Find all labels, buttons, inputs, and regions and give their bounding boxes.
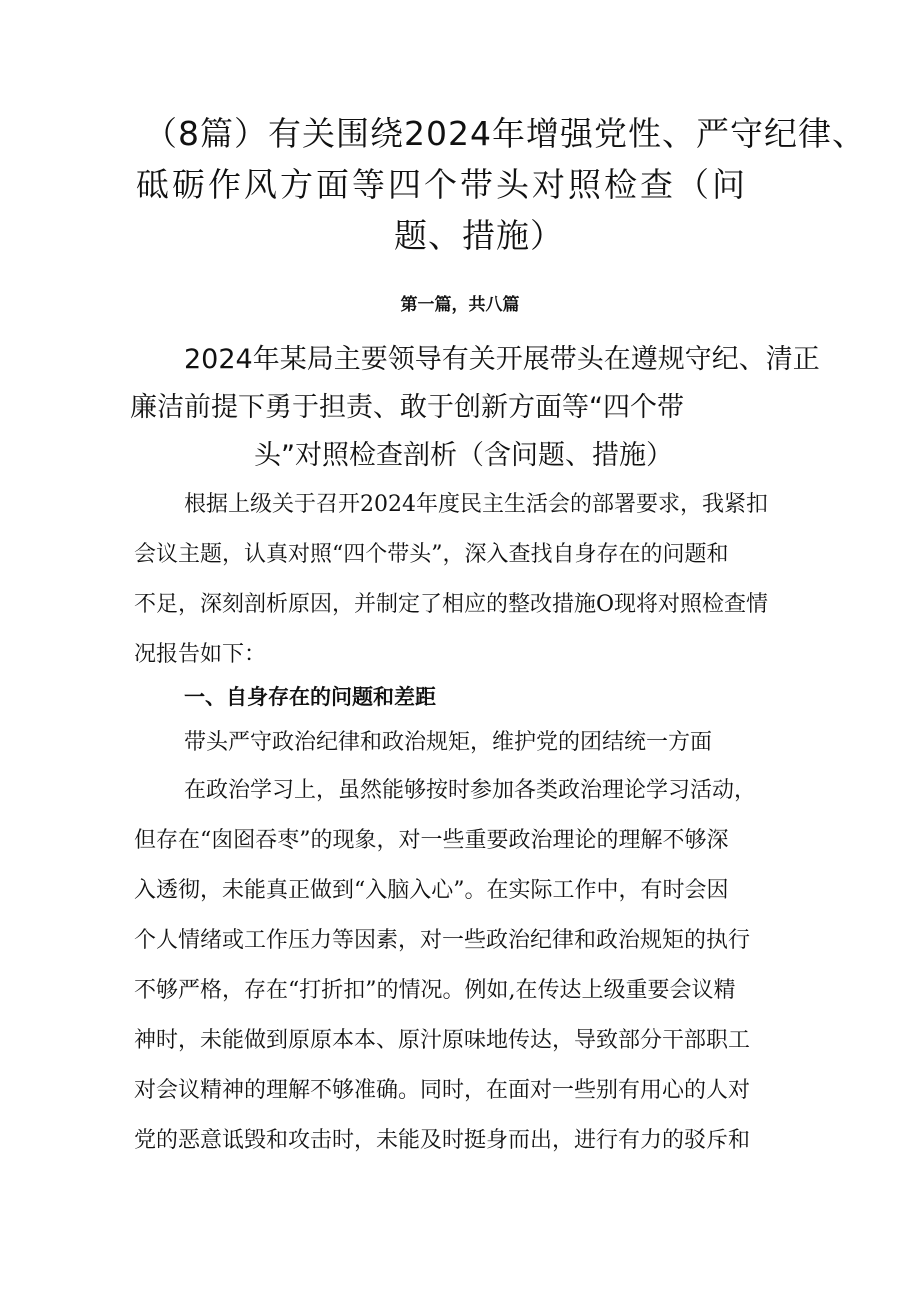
paragraph-line: 神时，未能做到原原本本、原汁原味地传达，导致部分干部职工: [134, 1028, 751, 1053]
subtitle-line: 2024年某局主要领导有关开展带头在遵规守纪、清正: [184, 344, 820, 375]
paragraph-line: 个人情绪或工作压力等因素，对一些政治纪律和政治规矩的执行: [134, 928, 751, 953]
paragraph-line: 况报告如下：: [134, 642, 267, 667]
paragraph-line: 但存在“囱囵吞枣”的现象，对一些重要政治理论的理解不够深: [134, 828, 729, 853]
part-label: 第一篇，共八篇: [400, 295, 520, 315]
paragraph-line: 对会议精神的理解不够准确。同时，在面对一些别有用心的人对: [134, 1078, 751, 1103]
title-line: 题、措施）: [394, 216, 564, 255]
body-paragraph: [134, 766, 794, 1166]
subtitle-line: 头”对照检查剖析（含问题、措施）: [254, 440, 673, 471]
paragraph-line: 入透彻，未能真正做到“入脑入心”。在实际工作中，有时会因: [134, 878, 729, 903]
paragraph-line: 根据上级关于召开2024年度民主生活会的部署要求，我紧扣: [184, 492, 768, 517]
section-subheading: 带头严守政治纪律和政治规矩，维护党的团结统一方面: [184, 730, 713, 755]
title-line: 砥砺作风方面等四个带头对照检查（问: [136, 165, 748, 204]
document-title: [130, 108, 866, 261]
paragraph-line: 会议主题，认真对照“四个带头”，深入查找自身存在的问题和: [134, 542, 729, 567]
article-subtitle: [130, 336, 830, 480]
section-heading: 一、自身存在的问题和差距: [184, 685, 436, 709]
paragraph-line: 不足，深刻剖析原因，并制定了相应的整改措施O现将对照检查情: [134, 592, 769, 617]
subtitle-line: 廉洁前提下勇于担责、敢于创新方面等“四个带: [130, 392, 684, 423]
intro-paragraph: [134, 480, 794, 680]
paragraph-line: 党的恶意诋毁和攻击时，未能及时挺身而出，进行有力的驳斥和: [134, 1128, 751, 1153]
title-line: （8篇）有关围绕2024年增强党性、严守纪律、: [144, 114, 866, 153]
paragraph-line: 在政治学习上，虽然能够按时参加各类政治理论学习活动，: [184, 778, 757, 803]
paragraph-line: 不够严格，存在“打折扣”的情况。例如,在传达上级重要会议精: [134, 978, 736, 1003]
